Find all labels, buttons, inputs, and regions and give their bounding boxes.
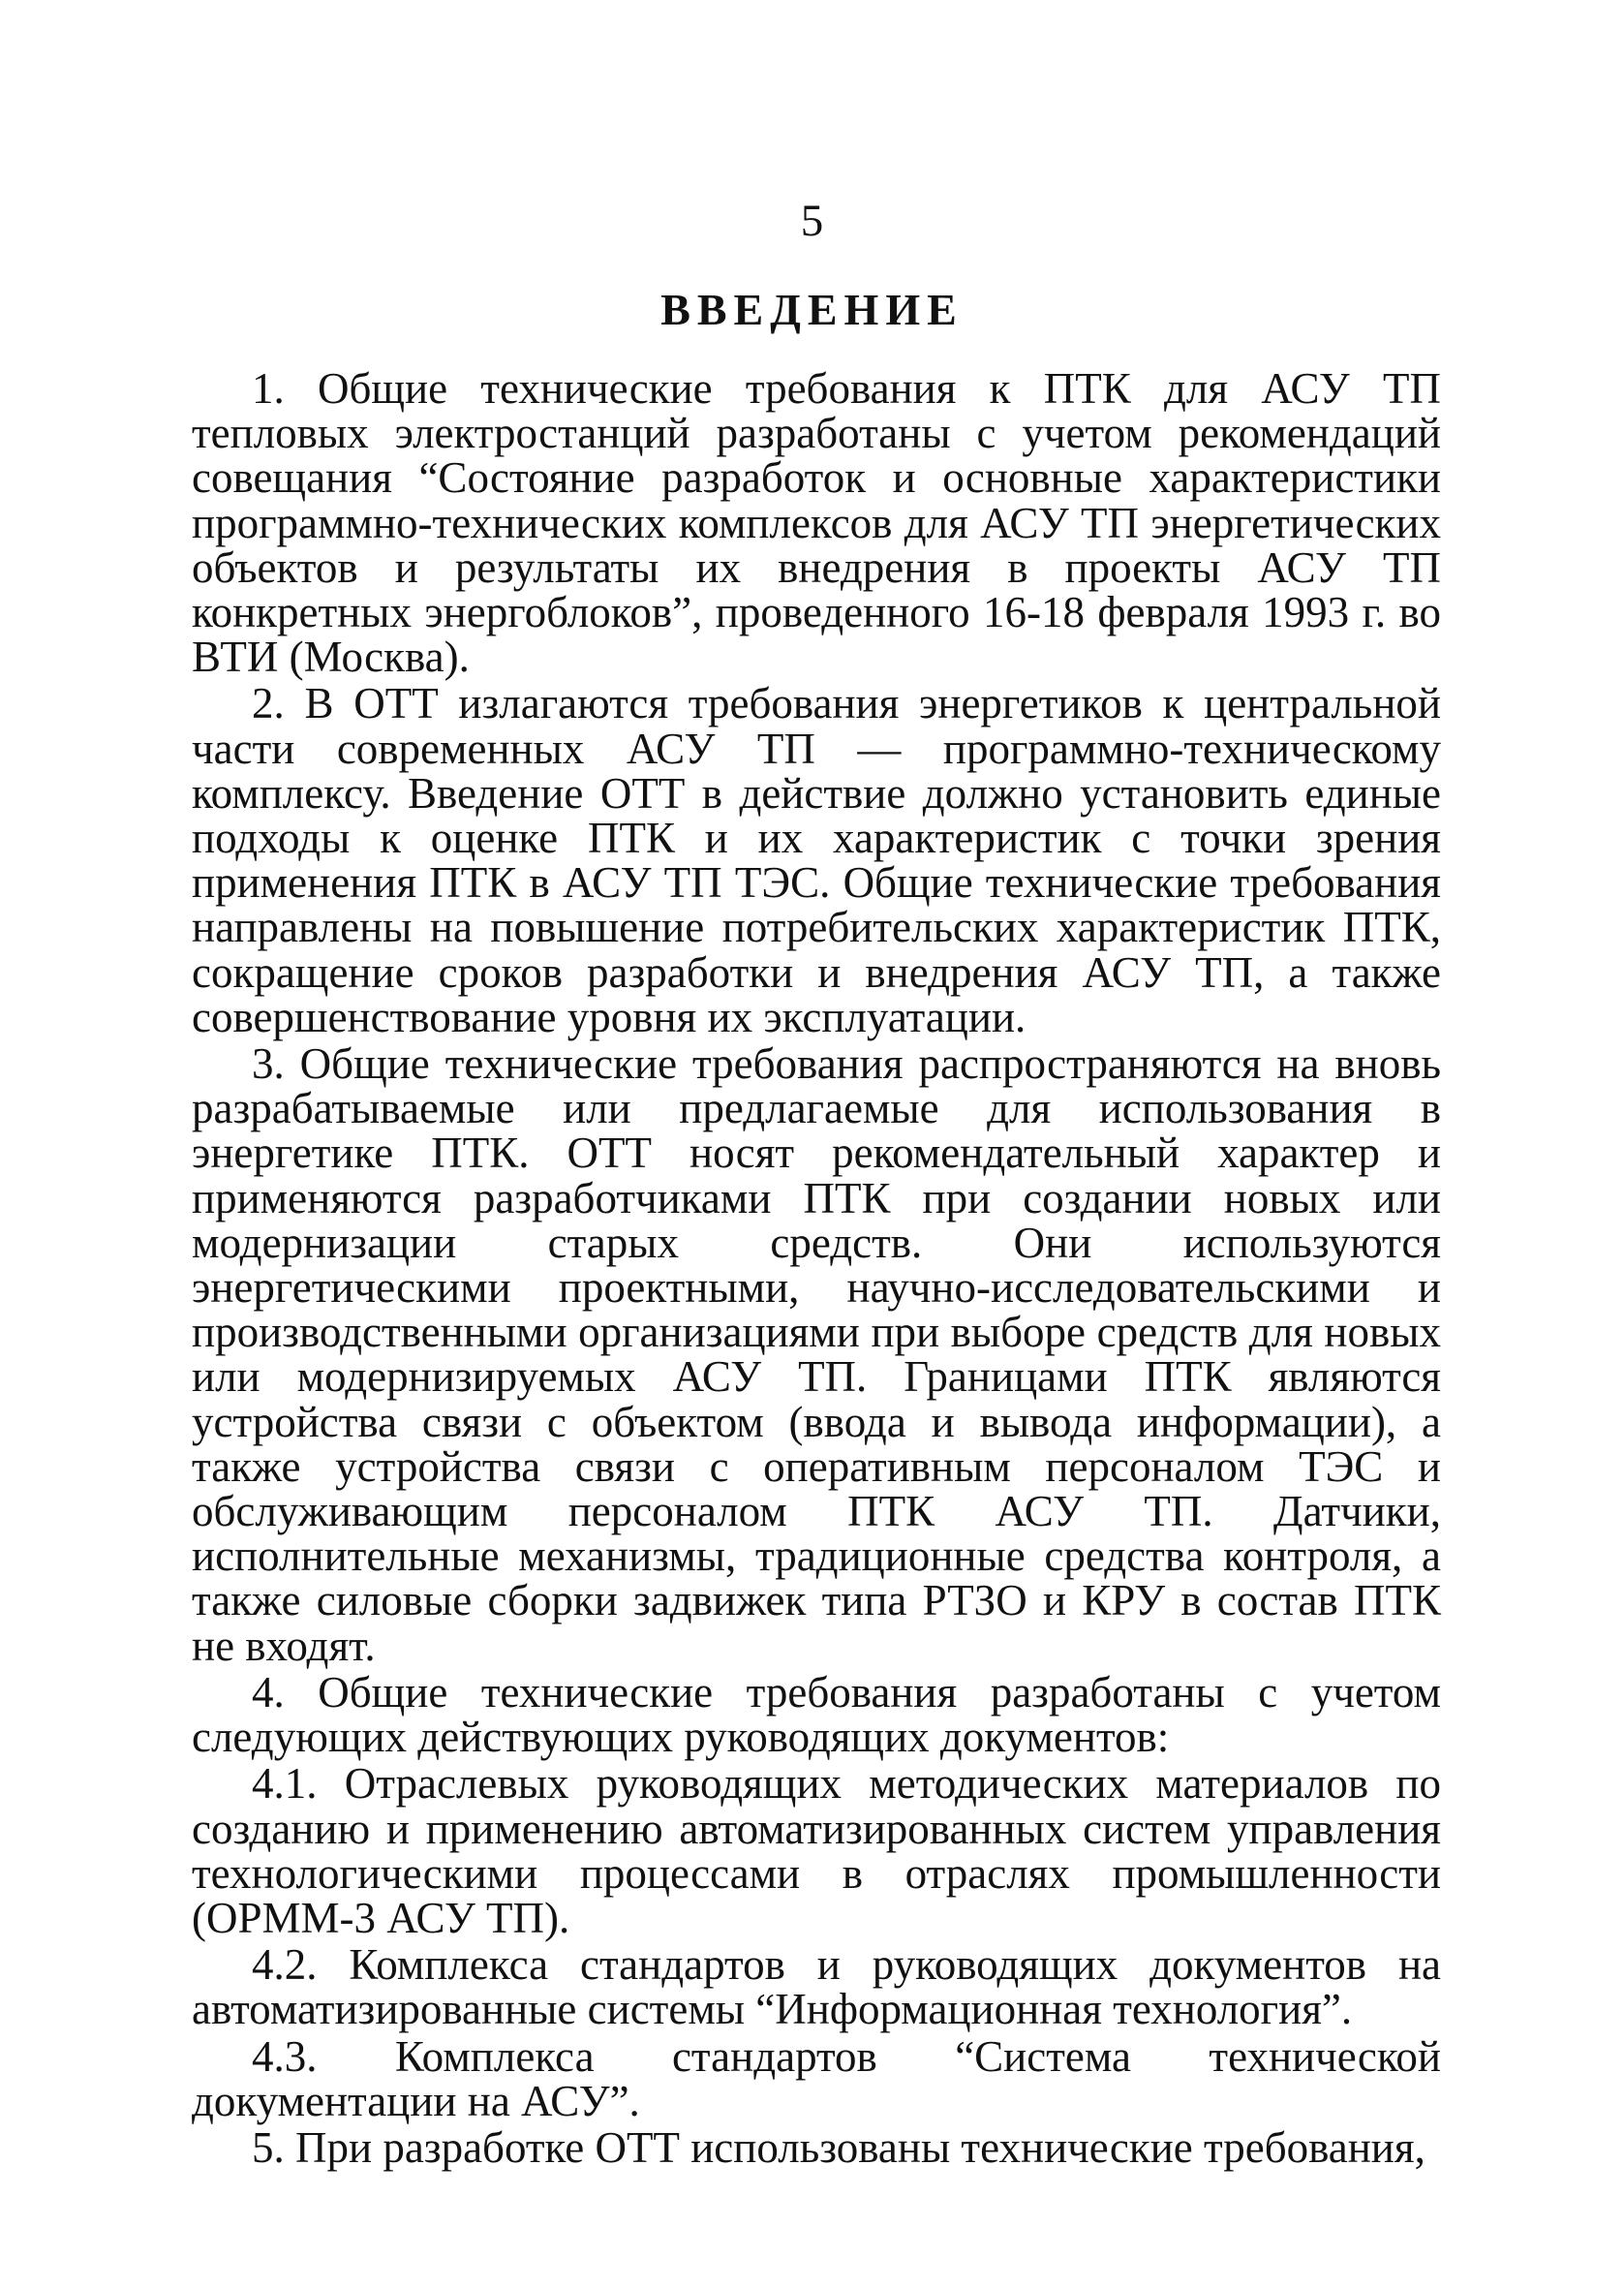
paragraph-4: 4. Общие технические требования разработаны с учетом следующих действующих руководящих документов: <box>192 1667 1441 1762</box>
paragraph-2: 2. В ОТТ излагаются требования энергетиков к центральной части современных АСУ ТП — программно-техническому комплексу. Введение ОТТ в действие должно установить единые подходы к оценке ПТК и их характеристик с точки зрения применения ПТК в АСУ ТП ТЭС. Общие технические требования направлены на повышение потребительских характеристик ПТК, сокращение сроков разработки и внедрения АСУ ТП, а также совершенствование уровня их эксплуатации. <box>192 679 1441 1041</box>
section-heading: ВВЕДЕНИЕ <box>660 285 964 334</box>
paragraph-4-2: 4.2. Комплекса стандартов и руководящих документов на автоматизированные системы “Информационная технология”. <box>192 1940 1441 2034</box>
page-number: 5 <box>800 196 824 246</box>
paragraph-1: 1. Общие технические требования к ПТК для АСУ ТП тепловых электростанций разработаны с учетом рекомендаций совещания “Состояние разработок и основные характеристики программно-технических комплексов для АСУ ТП энергетических объектов и результаты их внедрения в проекты АСУ ТП конкретных энергоблоков”, проведенного 16-18 февраля 1993 г. во ВТИ (Москва). <box>192 364 1441 682</box>
paragraph-5: 5. При разработке ОТТ использованы технические требования, <box>252 2122 1425 2172</box>
body-text <box>192 366 1441 2170</box>
paragraph-4-1: 4.1. Отраслевых руководящих методических материалов по созданию и применению автоматизированных систем управления технологическими процессами в отраслях промышленности (ОРММ-3 АСУ ТП). <box>192 1759 1441 1942</box>
paragraph-3: 3. Общие технические требования распространяются на вновь разрабатываемые или предлагаемые для использования в энергетике ПТК. ОТТ носят рекомендательный характер и применяются разработчиками ПТК при создании новых или модернизации старых средств. Они используются энергетическими проектными, научно-исследовательскими и производственными организациями при выборе средств для новых или модернизируемых АСУ ТП. Границами ПТК являются устройства связи с объектом (ввода и вывода информации), а также устройства связи с оперативным персоналом ТЭС и обслуживающим персоналом ПТК АСУ ТП. Датчики, исполнительные механизмы, традиционные средства контроля, а также силовые сборки задвижек типа РТЗО и КРУ в состав ПТК не входят. <box>192 1039 1441 1670</box>
paragraph-4-3: 4.3. Комплекса стандартов “Система технической документации на АСУ”. <box>192 2031 1441 2125</box>
